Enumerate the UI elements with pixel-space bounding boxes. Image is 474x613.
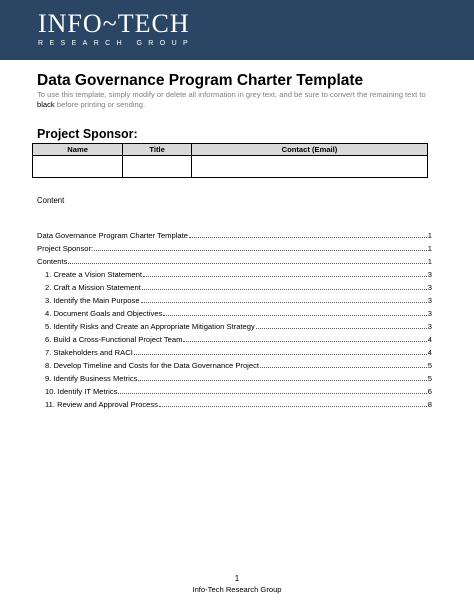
sponsor-table-row [33, 156, 428, 178]
toc-dot-leader [134, 354, 427, 355]
toc-entry-text: 7. Stakeholders and RACI [45, 348, 133, 357]
toc-entry-page: 5 [427, 361, 432, 370]
document-title: Data Governance Program Charter Template [37, 72, 364, 89]
toc-entry-text: 10. Identify IT Metrics [45, 387, 118, 396]
toc-entry-page: 4 [427, 335, 432, 344]
toc-entry[interactable] [37, 242, 432, 255]
toc-entry-page: 5 [427, 374, 432, 383]
toc-entry[interactable] [37, 229, 432, 242]
toc-entry[interactable] [37, 255, 432, 268]
toc-entry-page: 1 [427, 244, 432, 253]
toc-entry-text: 8. Develop Timeline and Costs for the Data Governance Project [45, 361, 260, 370]
toc-entry[interactable] [37, 372, 432, 385]
toc-entry[interactable] [37, 320, 432, 333]
toc-dot-leader [159, 406, 427, 407]
instructions-end-text: before printing or sending. [54, 100, 146, 109]
sponsor-header-name: Name [33, 144, 123, 156]
toc-entry[interactable] [37, 346, 432, 359]
toc-entry-text: 5. Identify Risks and Create an Appropriate Mitigation Strategy [45, 322, 255, 331]
table-of-contents [37, 229, 432, 411]
toc-dot-leader [68, 263, 426, 264]
footer-company: Info-Tech Research Group [192, 585, 282, 594]
info-tech-logo [38, 11, 194, 48]
instructions-black-word: black [37, 100, 55, 109]
sponsor-contact-cell[interactable] [191, 156, 427, 178]
toc-entry[interactable] [37, 398, 432, 411]
toc-entry-text: 9. Identify Business Metrics [45, 374, 138, 383]
toc-entry-text: 3. Identify the Main Purpose [45, 296, 140, 305]
toc-dot-leader [142, 289, 427, 290]
sponsor-header-contact: Contact (Email) [191, 144, 427, 156]
toc-dot-leader [183, 341, 426, 342]
toc-entry-text: 4. Document Goals and Objectives [45, 309, 163, 318]
toc-entry-text: 2. Craft a Mission Statement [45, 283, 141, 292]
toc-entry-page: 6 [427, 387, 432, 396]
toc-dot-leader [143, 276, 427, 277]
toc-entry-text: 1. Create a Vision Statement [45, 270, 142, 279]
toc-entry-page: 1 [427, 231, 432, 240]
sponsor-header-title: Title [123, 144, 192, 156]
toc-entry-text: 6. Build a Cross-Functional Project Team [45, 335, 183, 344]
toc-entry-page: 4 [427, 348, 432, 357]
toc-entry[interactable] [37, 268, 432, 281]
toc-entry-text: Project Sponsor: [37, 244, 94, 253]
toc-dot-leader [118, 393, 426, 394]
sponsor-table-header-row [33, 144, 428, 156]
content-label: Content [37, 196, 65, 205]
toc-entry-page: 1 [427, 257, 432, 266]
toc-entry-page: 8 [427, 400, 432, 409]
toc-dot-leader [138, 380, 426, 381]
toc-dot-leader [256, 328, 427, 329]
sponsor-table [32, 143, 428, 178]
sponsor-name-cell[interactable] [33, 156, 123, 178]
logo-subtitle: RESEARCH GROUP [38, 40, 195, 47]
toc-entry[interactable] [37, 307, 432, 320]
toc-entry-text: 11. Review and Approval Process [45, 400, 158, 409]
logo-name: INFO~TECH [38, 9, 190, 38]
template-instructions [37, 90, 437, 110]
instructions-grey-text: To use this template, simply modify or delete all information in grey text, and be sure to convert the remaining text to [37, 90, 426, 99]
toc-dot-leader [163, 315, 426, 316]
toc-dot-leader [94, 250, 427, 251]
toc-dot-leader [189, 237, 427, 238]
toc-entry-text: Data Governance Program Charter Template [37, 231, 188, 240]
toc-entry-text: Contents [37, 257, 68, 266]
toc-dot-leader [141, 302, 427, 303]
toc-entry-page: 3 [427, 296, 432, 305]
toc-entry-page: 3 [427, 270, 432, 279]
toc-entry[interactable] [37, 294, 432, 307]
toc-entry[interactable] [37, 281, 432, 294]
footer-page-number: 1 [234, 574, 240, 583]
toc-entry-page: 3 [427, 322, 432, 331]
toc-entry-page: 3 [427, 309, 432, 318]
sponsor-title-cell[interactable] [123, 156, 192, 178]
header-banner [0, 0, 474, 60]
toc-dot-leader [260, 367, 427, 368]
project-sponsor-heading: Project Sponsor: [37, 127, 138, 141]
toc-entry-page: 3 [427, 283, 432, 292]
toc-entry[interactable] [37, 333, 432, 346]
toc-entry[interactable] [37, 385, 432, 398]
toc-entry[interactable] [37, 359, 432, 372]
